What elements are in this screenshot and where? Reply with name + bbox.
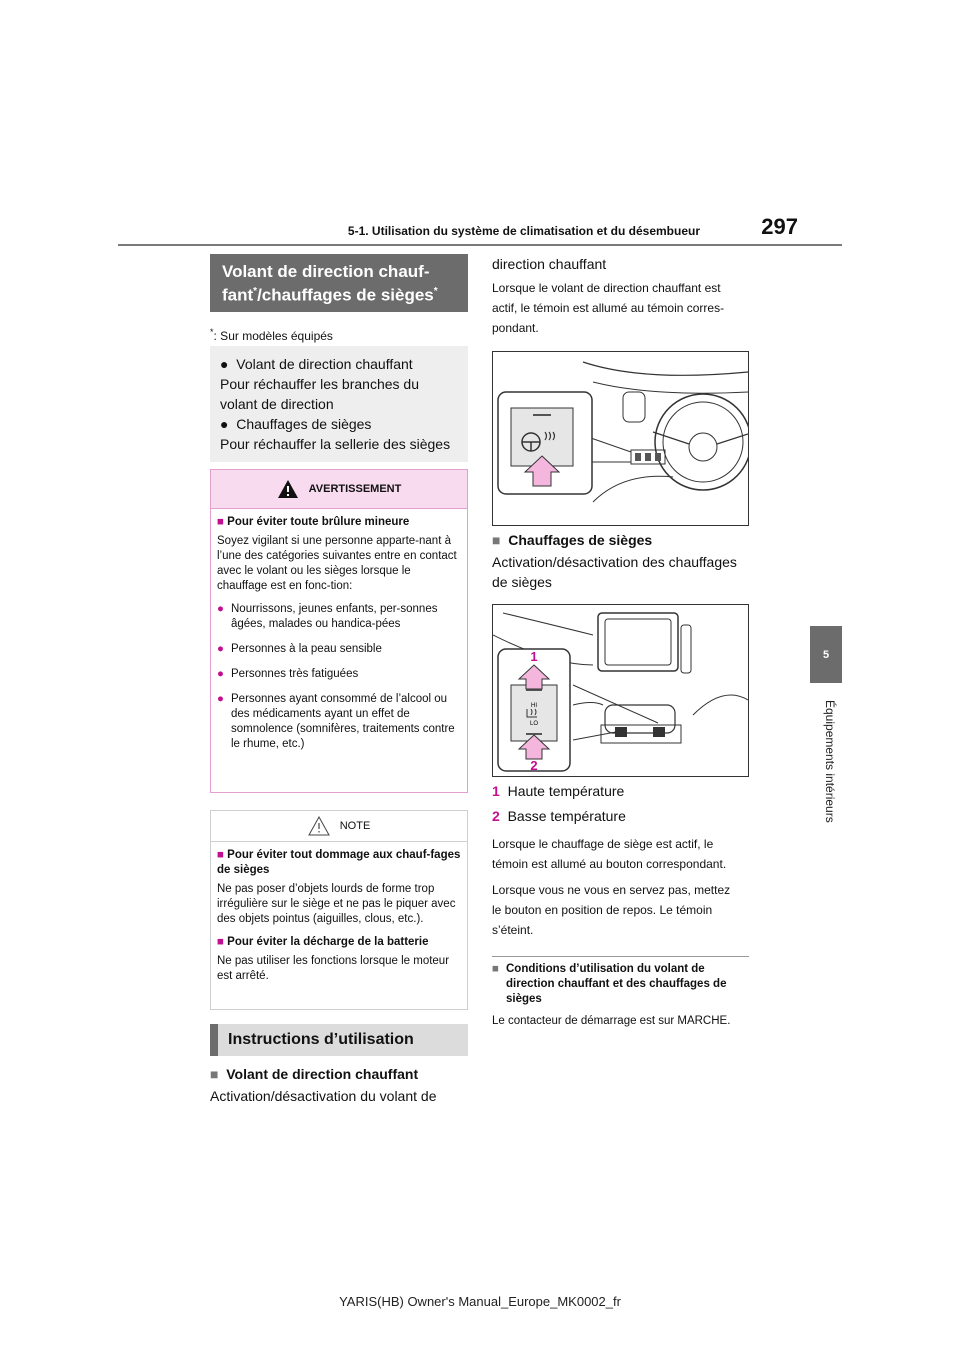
wheel-paragraph: Lorsque le volant de direction chauffant est actif, le témoin est allumé au témoin corres- pondant. — [492, 281, 725, 335]
legend-item-1: 1 Haute température — [492, 783, 625, 799]
chapter-number: 5 — [822, 648, 830, 661]
seat-heater-illustration — [493, 605, 748, 776]
warning-bullet: ● Personnes ayant consommé de l’alcool ou des médicaments ayant un effet de somnolence (somnifères, traitements contre le rhume, etc.) — [217, 693, 455, 750]
warning-bullet: ● Nourrissons, jeunes enfants, per-sonnes âgées, malades ou handica-pées — [217, 603, 438, 630]
summary-box — [210, 346, 468, 462]
wheel-activation-text: Activation/désactivation du volant de — [210, 1088, 437, 1104]
note-text-1: Ne pas poser d’objets lourds de forme trop irrégulière sur le siège et ne pas le piquer avec des objets pointus (aiguilles, clous, etc.). — [217, 883, 456, 925]
seat-heading: ■ Chauffages de sièges — [492, 532, 653, 548]
summary-desc-wheel-2: volant de direction — [220, 396, 334, 412]
instructions-heading: Instructions d’utilisation — [210, 1024, 468, 1056]
heading-line-2: fant*/chauffages de sièges* — [222, 285, 438, 305]
wheel-heading: ■ Volant de direction chauffant — [210, 1066, 419, 1082]
conditions-title: ■ Conditions d’utilisation du volant de direction chauffant et des chauffages de sièges — [492, 963, 727, 1005]
seat-paragraph-1: Lorsque le chauffage de siège est actif, le témoin est allumé au bouton correspondant. — [492, 837, 727, 871]
figure-steering-wheel — [492, 351, 749, 526]
note-text-2: Ne pas utiliser les fonctions lorsque le moteur est arrêté. — [217, 955, 450, 982]
warning-text: Soyez vigilant si une personne apparte-nant à l’une des catégories suivantes entre en contact avec le volant ou les sièges lorsque le chauffage est en fonc-tion: — [217, 535, 457, 592]
figure-seat-heater — [492, 604, 749, 777]
warning-bullet: ● Personnes à la peau sensible — [217, 643, 382, 655]
heading-line-1: Volant de direction chauf- — [222, 262, 430, 281]
summary-desc-wheel: Pour réchauffer les branches du — [220, 376, 419, 392]
note-title-1: ■ Pour éviter tout dommage aux chauf-fages de sièges — [217, 849, 461, 876]
legend-item-2: 2 Basse température — [492, 808, 626, 824]
note-heading: NOTE — [339, 820, 371, 832]
footer-manual-id: YARIS(HB) Owner's Manual_Europe_MK0002_fr — [339, 1294, 621, 1309]
section-heading — [210, 254, 468, 312]
chapter-tab[interactable] — [810, 626, 842, 683]
callout-2: 2 — [530, 758, 538, 773]
wheel-activation-cont: direction chauffant — [492, 256, 607, 272]
chapter-label: Équipements intérieurs — [823, 700, 837, 823]
note-header — [211, 811, 467, 842]
warning-icon — [277, 479, 299, 499]
caution-icon — [308, 816, 330, 836]
summary-desc-seats: Pour réchauffer la sellerie des sièges — [220, 436, 451, 452]
header-rule — [118, 244, 842, 246]
steering-wheel-illustration — [493, 352, 748, 525]
callout-1: 1 — [530, 649, 538, 664]
page-number: 297 — [761, 214, 798, 239]
warning-title: ■ Pour éviter toute brûlure mineure — [217, 516, 410, 528]
note-box — [210, 810, 468, 1010]
note-body — [211, 842, 467, 998]
seat-activation-text: Activation/désactivation des chauffages de sièges — [492, 554, 737, 590]
section-title: 5-1. Utilisation du système de climatisation et du désembueur — [347, 224, 700, 238]
footnote: *: Sur modèles équipés — [210, 327, 333, 343]
note-title-2: ■ Pour éviter la décharge de la batterie — [217, 936, 429, 948]
warning-body — [211, 509, 467, 768]
lo-label: LO — [529, 721, 539, 727]
divider — [492, 956, 749, 957]
warning-heading: AVERTISSEMENT — [308, 483, 402, 495]
warning-header — [211, 470, 467, 509]
summary-item-wheel: ● Volant de direction chauffant — [220, 356, 413, 372]
warning-box — [210, 469, 468, 793]
hi-label: HI — [531, 703, 537, 709]
summary-item-seats: ● Chauffages de sièges — [220, 416, 372, 432]
conditions-text: Le contacteur de démarrage est sur MARCHE. — [492, 1015, 731, 1027]
warning-bullet: ● Personnes très fatiguées — [217, 668, 359, 680]
seat-paragraph-2: Lorsque vous ne vous en servez pas, mettez le bouton en position de repos. Le témoin s’éteint. — [492, 883, 731, 937]
